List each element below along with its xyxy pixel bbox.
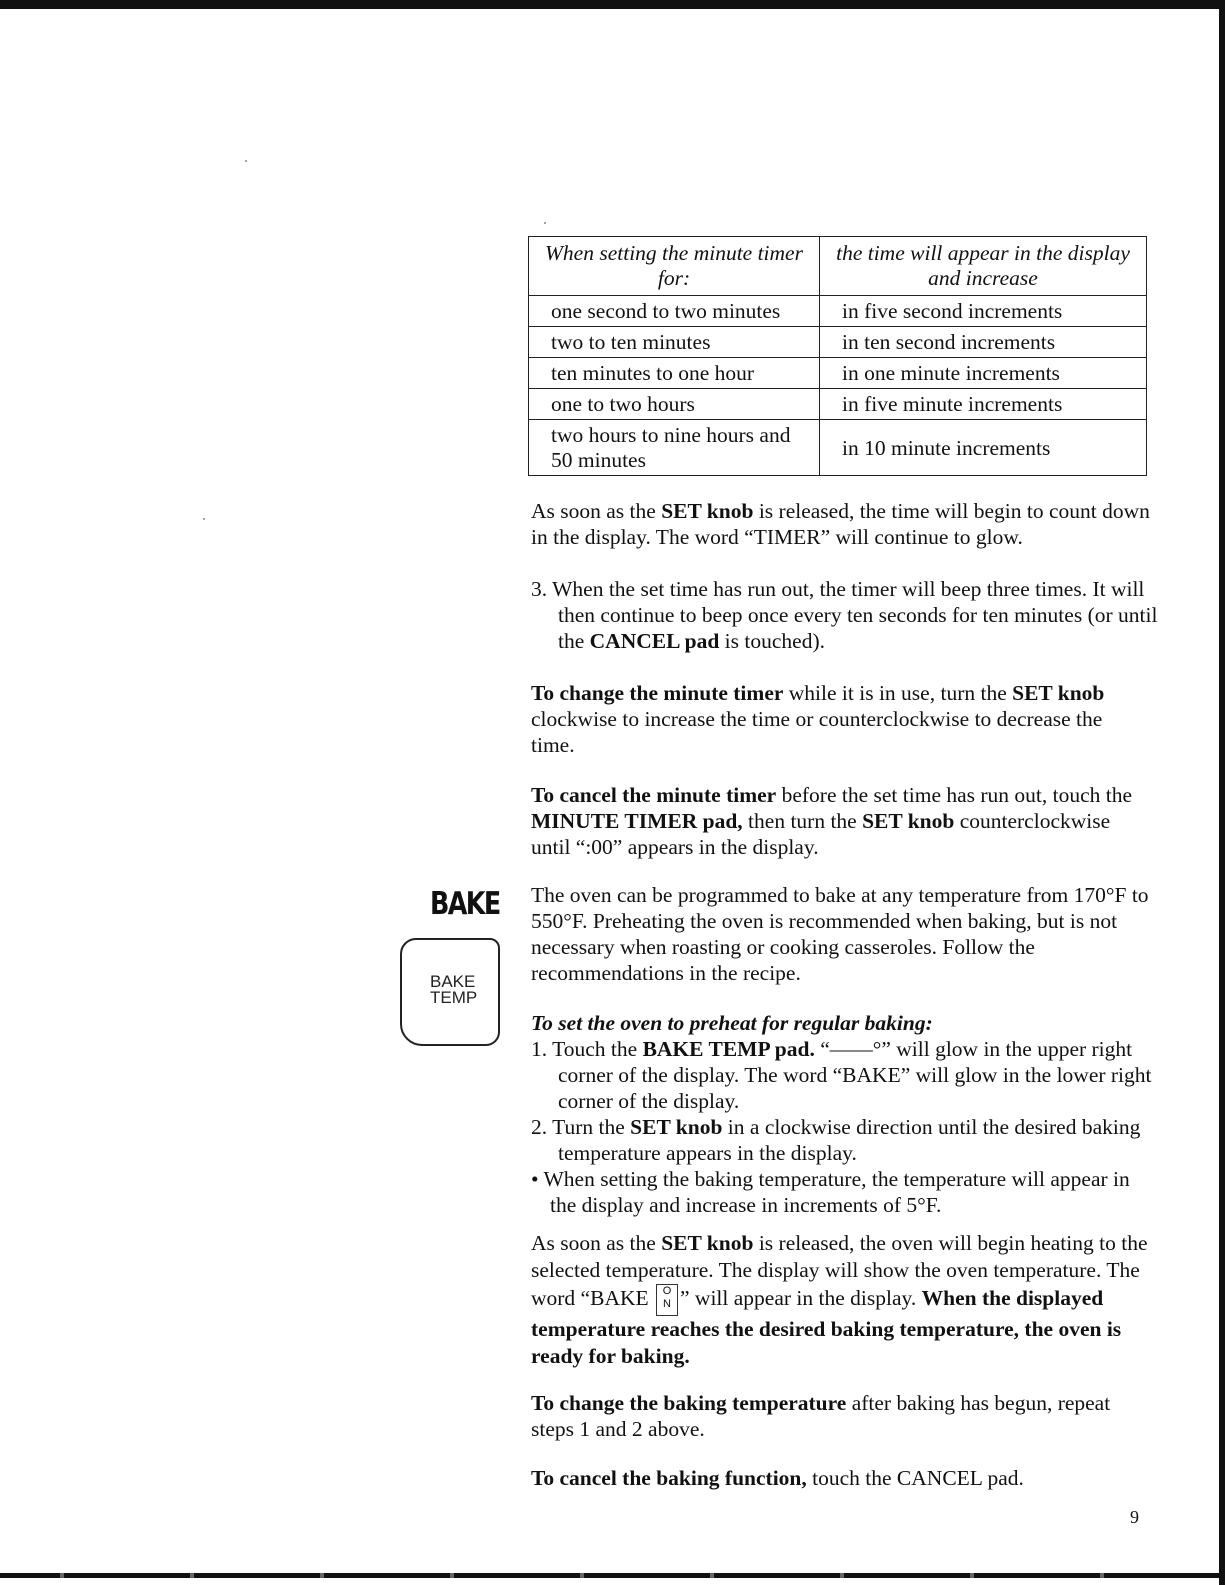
page-right-border	[1219, 0, 1225, 1585]
bake-section-heading: BAKE	[430, 886, 500, 922]
table-header-row	[529, 237, 1147, 296]
table-cell: one second to two minutes	[529, 296, 820, 327]
cancel-minute-timer-paragraph: To cancel the minute timer before the set time has run out, touch the MINUTE TIMER pad, then turn the SET knob counterclockwise until “:00” appears in the display.	[531, 783, 1133, 859]
cancel-baking-paragraph: To cancel the baking function, touch the CANCEL pad.	[531, 1466, 1024, 1490]
change-baking-temperature-paragraph: To change the baking temperature after baking has begun, repeat steps 1 and 2 above.	[531, 1391, 1111, 1441]
change-minute-timer-paragraph: To change the minute timer while it is in use, turn the SET knob clockwise to increase the time or counterclockwise to decrease the time.	[531, 681, 1105, 757]
pad-label-line: BAKE	[430, 972, 476, 991]
table-header-cell: When setting the minute timer for:	[529, 237, 820, 296]
preheat-subheading: To set the oven to preheat for regular baking:	[531, 1011, 933, 1035]
page-number: 9	[1130, 1507, 1139, 1527]
pad-label-line: TEMP	[430, 988, 478, 1007]
scan-speck	[245, 160, 247, 162]
table-row	[529, 327, 1147, 358]
bake-increment-bullet: • When setting the baking temperature, the temperature will appear in the display and increase in increments of 5°F.	[531, 1167, 1130, 1217]
table-cell: two hours to nine hours and 50 minutes	[529, 420, 820, 476]
table-cell: two to ten minutes	[529, 327, 820, 358]
table-row	[529, 389, 1147, 420]
table-row	[529, 296, 1147, 327]
table-row	[529, 358, 1147, 389]
bake-step-1: 1. Touch the BAKE TEMP pad. “——°” will glow in the upper right corner of the display. The word “BAKE” will glow in the lower right corner of the display.	[531, 1037, 1152, 1113]
scan-speck	[544, 222, 546, 224]
table-cell: one to two hours	[529, 389, 820, 420]
table-header-cell: the time will appear in the display and increase	[820, 237, 1147, 296]
bake-intro-paragraph: The oven can be programmed to bake at any temperature from 170°F to 550°F. Preheating the oven is recommended when baking, but is not necessary when roasting or cooking casseroles. Follow the recommendations in the recipe.	[531, 883, 1149, 985]
page-bottom-border	[0, 1573, 1225, 1578]
table-cell: in five second increments	[820, 296, 1147, 327]
table-cell: in five minute increments	[820, 389, 1147, 420]
timer-countdown-paragraph: As soon as the SET knob is released, the time will begin to count down in the display. The word “TIMER” will continue to glow.	[531, 499, 1150, 549]
bake-temp-pad-illustration	[400, 938, 500, 1046]
table-cell: in 10 minute increments	[820, 420, 1147, 476]
bake-release-paragraph: As soon as the SET knob is released, the oven will begin heating to the selected temperature. The display will show the oven temperature. The word “BAKE O N ” will appear in the display. When the displayed temperature reaches the desired baking temperature, the oven is ready for baking.	[531, 1231, 1148, 1368]
bake-step-2: 2. Turn the SET knob in a clockwise direction until the desired baking temperature appears in the display.	[531, 1115, 1141, 1165]
table-cell: ten minutes to one hour	[529, 358, 820, 389]
scan-speck	[203, 518, 205, 520]
table-cell: in ten second increments	[820, 327, 1147, 358]
table-cell: in one minute increments	[820, 358, 1147, 389]
timer-step-3: 3. When the set time has run out, the timer will beep three times. It will then continue to beep once every ten seconds for ten minutes (or until the CANCEL pad is touched).	[531, 577, 1158, 653]
minute-timer-table	[528, 236, 1147, 476]
page-top-border	[0, 0, 1225, 9]
on-indicator-icon: O N	[656, 1284, 678, 1316]
table-row	[529, 420, 1147, 476]
